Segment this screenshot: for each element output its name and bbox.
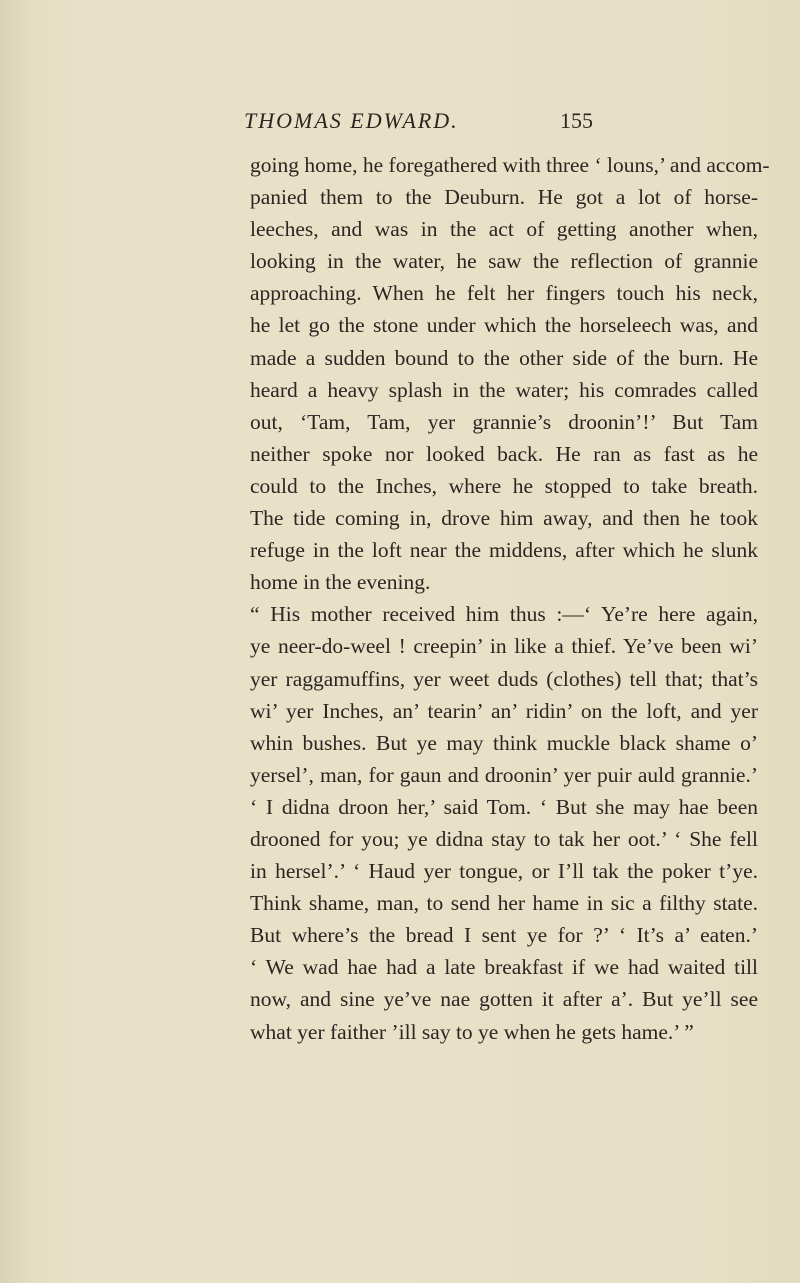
page-header (244, 108, 593, 138)
text-line: Think shame, man, to send her hame in sic a filthy state. (250, 891, 758, 916)
text-line: yer raggamuffins, yer weet duds (clothes) tell that; that’s (250, 666, 758, 691)
text-line: But where’s the bread I sent ye for ?’ ‘ It’s a’ eaten.’ (250, 923, 758, 948)
page-number: 155 (560, 108, 593, 133)
text-line: out, ‘Tam, Tam, yer grannie’s droonin’!’ But Tam (250, 409, 758, 434)
running-head: THOMAS EDWARD. (244, 108, 459, 133)
text-line: leeches, and was in the act of getting another when, (250, 217, 758, 242)
text-line: now, and sine ye’ve nae gotten it after a’. But ye’ll see (250, 987, 758, 1012)
text-line: heard a heavy splash in the water; his comrades called (250, 377, 758, 402)
text-line: he let go the stone under which the horseleech was, and (250, 313, 758, 338)
text-line: approaching. When he felt her fingers touch his neck, (250, 281, 758, 306)
text-line: yersel’, man, for gaun and droonin’ yer puir auld grannie.’ (250, 762, 758, 787)
text-line: drooned for you; ye didna stay to tak her oot.’ ‘ She fell (250, 826, 758, 851)
text-line: ‘ I didna droon her,’ said Tom. ‘ But she may hae been (250, 794, 758, 819)
text-line: whin bushes. But ye may think muckle black shame o’ (250, 730, 758, 755)
text-line: refuge in the loft near the middens, after which he slunk (250, 538, 758, 563)
text-line: ye neer-do-weel ! creepin’ in like a thief. Ye’ve been wi’ (250, 634, 758, 659)
text-line: looking in the water, he saw the reflection of grannie (250, 249, 758, 274)
text-line: could to the Inches, where he stopped to take breath. (250, 473, 758, 498)
text-line: “ His mother received him thus :—‘ Ye’re here again, (250, 602, 758, 627)
text-line: ‘ We wad hae had a late breakfast if we had waited till (250, 955, 758, 980)
text-line: made a sudden bound to the other side of the burn. He (250, 345, 758, 370)
text-line: neither spoke nor looked back. He ran as fast as he (250, 441, 758, 466)
text-line: what yer faither ’ill say to ye when he gets hame.’ ” (250, 1019, 694, 1044)
text-line: in hersel’.’ ‘ Haud yer tongue, or I’ll tak the poker t’ye. (250, 859, 758, 884)
text-line: going home, he foregathered with three ‘ louns,’ and accom- (250, 153, 770, 177)
text-line: home in the evening. (250, 570, 431, 595)
body-text (250, 149, 770, 1048)
text-line: The tide coming in, drove him away, and then he took (250, 506, 758, 531)
text-line: panied them to the Deuburn. He got a lot of horse- (250, 185, 758, 210)
text-line: wi’ yer Inches, an’ tearin’ an’ ridin’ on the loft, and yer (250, 698, 758, 723)
